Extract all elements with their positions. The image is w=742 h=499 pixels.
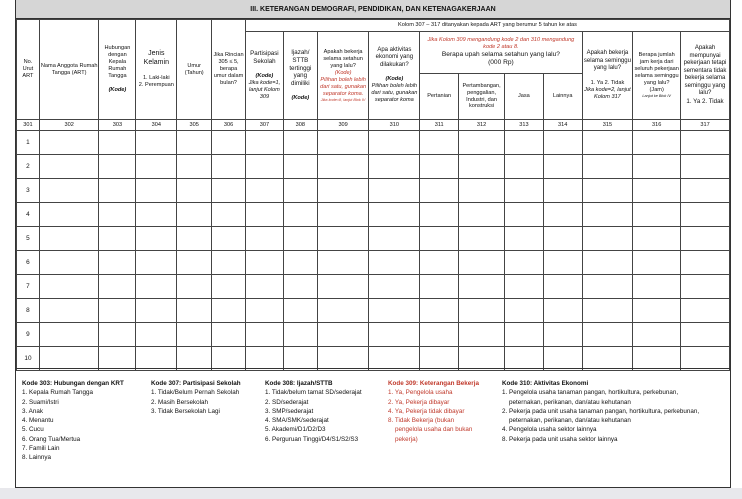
entry-cell-317[interactable] [681,347,730,371]
entry-cell-307[interactable] [245,323,283,347]
row-number: 4 [17,203,40,227]
entry-cell-307[interactable] [245,347,283,371]
header-309: Apakah bekerja selama setahun yang lalu? (Kode) Pilihan boleh lebih dari satu, gunakan separator koma. Jika kode=8, lanjut Blok IV [317,32,369,120]
header-315: Apakah bekerja selama seminggu yang lalu? 1. Ya 2. Tidak Jika kode=2, lanjut Kolom 317 [582,32,633,120]
entry-cell-311[interactable] [420,251,459,275]
header-311: Pertanian [420,74,459,120]
entry-cell-307[interactable] [245,131,283,155]
legend-item: peternakan, perikanan, dan/atau kehutanan [509,417,631,425]
entry-cell-313[interactable] [505,323,544,347]
entry-cell-311[interactable] [420,227,459,251]
entry-cell-304[interactable] [136,251,177,275]
entry-cell-303[interactable] [99,275,136,299]
table-row [17,323,730,347]
entry-cell-305[interactable] [177,275,212,299]
entry-cell-312[interactable] [459,299,505,323]
entry-cell-302[interactable] [39,275,99,299]
table-row [17,227,730,251]
entry-cell-305[interactable] [177,155,212,179]
table-row [17,347,730,371]
legend-item: 5. Akademi/D1/D2/D3 [265,426,326,434]
entry-cell-313[interactable] [505,155,544,179]
entry-cell-307[interactable] [245,251,283,275]
legend-item: 2. SD/sederajat [265,398,309,406]
entry-cell-307[interactable] [245,179,283,203]
legend-item: 1. Tidak/Belum Pernah Sekolah [151,389,240,397]
entry-cell-316[interactable] [633,323,681,347]
entry-cell-309[interactable] [317,275,369,299]
entry-cell-302[interactable] [39,299,99,323]
column-number: 304 [136,120,177,131]
entry-cell-310[interactable] [369,179,420,203]
header-313: Jasa [505,74,544,120]
entry-cell-317[interactable] [681,323,730,347]
entry-cell-312[interactable] [459,275,505,299]
legend-item: 4. SMA/SMK/sederajat [265,417,329,425]
header-305: Umur (Tahun) [177,20,212,120]
entry-cell-308[interactable] [283,323,317,347]
entry-cell-309[interactable] [317,131,369,155]
row-number: 1 [17,131,40,155]
entry-cell-316[interactable] [633,155,681,179]
entry-cell-305[interactable] [177,347,212,371]
entry-cell-315[interactable] [582,179,633,203]
entry-cell-314[interactable] [543,251,582,275]
entry-cell-315[interactable] [582,299,633,323]
entry-cell-303[interactable] [99,299,136,323]
legend-item: pekerja) [395,435,418,443]
entry-cell-305[interactable] [177,131,212,155]
legend-item: 8. Tidak Bekerja (bukan [388,417,455,425]
entry-cell-303[interactable] [99,131,136,155]
entry-cell-308[interactable] [283,299,317,323]
entry-cell-308[interactable] [283,131,317,155]
entry-cell-311[interactable] [420,347,459,371]
entry-cell-308[interactable] [283,155,317,179]
entry-cell-304[interactable] [136,323,177,347]
row-number: 7 [17,275,40,299]
entry-cell-303[interactable] [99,227,136,251]
legend-item: 8. Lainnya [22,454,52,462]
entry-cell-311[interactable] [420,299,459,323]
legend-item: 7. Famili Lain [22,445,60,453]
entry-cell-309[interactable] [317,251,369,275]
legend-item: 3. SMP/sederajat [265,407,314,415]
entry-cell-306[interactable] [212,203,246,227]
entry-cell-306[interactable] [212,131,246,155]
entry-cell-314[interactable] [543,227,582,251]
legend-item: 1. Ya, Pengelola usaha [388,389,453,397]
entry-cell-313[interactable] [505,203,544,227]
entry-cell-317[interactable] [681,275,730,299]
column-number: 315 [582,120,633,131]
bottom-strip [0,488,742,499]
legend-item: 2. Pekerja pada unit usaha tanaman pangan, hortikultura, perkebunan, [502,407,700,415]
entry-cell-308[interactable] [283,275,317,299]
entry-cell-309[interactable] [317,203,369,227]
entry-cell-307[interactable] [245,203,283,227]
entry-cell-317[interactable] [681,155,730,179]
entry-cell-314[interactable] [543,275,582,299]
legend-title: Kode 310: Aktivitas Ekonomi [502,380,589,387]
entry-cell-313[interactable] [505,227,544,251]
entry-cell-304[interactable] [136,155,177,179]
kolom-note: Kolom 307 – 317 ditanyakan kepada ART yang berumur 5 tahun ke atas [245,20,729,32]
entry-cell-311[interactable] [420,323,459,347]
legend-item: 3. Tidak Bersekolah Lagi [151,407,220,415]
entry-cell-317[interactable] [681,251,730,275]
entry-cell-302[interactable] [39,131,99,155]
entry-cell-304[interactable] [136,299,177,323]
entry-cell-305[interactable] [177,179,212,203]
entry-cell-303[interactable] [99,203,136,227]
entry-cell-313[interactable] [505,251,544,275]
entry-cell-312[interactable] [459,251,505,275]
entry-cell-311[interactable] [420,179,459,203]
entry-cell-305[interactable] [177,251,212,275]
entry-cell-308[interactable] [283,179,317,203]
entry-cell-315[interactable] [582,227,633,251]
legend-item: peternakan, perikanan, dan/atau kehutanan [509,398,631,406]
entry-cell-303[interactable] [99,155,136,179]
table-row [17,275,730,299]
legend-kode-303 [22,379,124,463]
entry-cell-307[interactable] [245,227,283,251]
entry-cell-311[interactable] [420,155,459,179]
entry-cell-304[interactable] [136,347,177,371]
header-303: Hubungan dengan Kepala Rumah Tangga (Kode) [99,20,136,120]
column-number: 314 [543,120,582,131]
entry-cell-314[interactable] [543,299,582,323]
column-number: 313 [505,120,544,131]
entry-cell-309[interactable] [317,155,369,179]
legend-item: 6. Orang Tua/Mertua [22,435,81,443]
entry-cell-316[interactable] [633,347,681,371]
entry-cell-313[interactable] [505,299,544,323]
entry-cell-317[interactable] [681,131,730,155]
entry-cell-303[interactable] [99,251,136,275]
entry-cell-306[interactable] [212,155,246,179]
entry-cell-306[interactable] [212,227,246,251]
entry-cell-317[interactable] [681,299,730,323]
header-307: Partisipasi Sekolah (Kode) Jika kode=1, lanjut Kolom 309 [245,32,283,120]
legend-item: 1. Pengelola usaha tanaman pangan, hortikultura, perkebunan, [502,389,679,397]
table-row [17,131,730,155]
legend-section [16,368,730,488]
entry-cell-316[interactable] [633,179,681,203]
column-number: 316 [633,120,681,131]
legend-kode-309 [388,379,479,444]
entry-cell-302[interactable] [39,179,99,203]
entry-cell-305[interactable] [177,323,212,347]
column-number: 307 [245,120,283,131]
row-number: 8 [17,299,40,323]
table-row [17,203,730,227]
entry-cell-304[interactable] [136,275,177,299]
entry-cell-312[interactable] [459,227,505,251]
row-number: 6 [17,251,40,275]
entry-cell-314[interactable] [543,347,582,371]
legend-title: Kode 308: Ijazah/STTB [265,380,333,387]
entry-cell-315[interactable] [582,323,633,347]
entry-cell-311[interactable] [420,275,459,299]
entry-cell-315[interactable] [582,203,633,227]
column-number: 309 [317,120,369,131]
entry-cell-303[interactable] [99,179,136,203]
entry-cell-310[interactable] [369,155,420,179]
row-number: 5 [17,227,40,251]
entry-cell-307[interactable] [245,299,283,323]
entry-cell-305[interactable] [177,227,212,251]
legend-item: 2. Masih Bersekolah [151,398,209,406]
form-grid [16,19,730,371]
legend-item: 6. Perguruan Tinggi/D4/S1/S2/S3 [265,435,359,443]
legend-item: 4. Pengelola usaha sektor lainnya [502,426,597,434]
entry-cell-316[interactable] [633,203,681,227]
entry-cell-317[interactable] [681,227,730,251]
entry-cell-317[interactable] [681,203,730,227]
entry-cell-304[interactable] [136,179,177,203]
entry-cell-312[interactable] [459,323,505,347]
row-number: 10 [17,347,40,371]
legend-item: 2. Ya, Pekerja dibayar [388,398,450,406]
entry-cell-310[interactable] [369,131,420,155]
row-number: 9 [17,323,40,347]
legend-title: Kode 307: Partisipasi Sekolah [151,380,241,387]
entry-cell-306[interactable] [212,179,246,203]
entry-cell-302[interactable] [39,155,99,179]
header-310: Apa aktivitas ekonomi yang dilakukan? (Kode) Pilihan boleh lebih dari satu, gunakan separator koma [369,32,420,120]
table-row [17,299,730,323]
header-304: Jenis Kelamin 1. Laki-laki 2. Perempuan [136,20,177,120]
entry-cell-304[interactable] [136,131,177,155]
entry-cell-312[interactable] [459,131,505,155]
header-314: Lainnya [543,74,582,120]
legend-item: 4. Menantu [22,417,54,425]
data-rows [17,131,730,371]
section-title: III. KETERANGAN DEMOGRAFI, PENDIDIKAN, DAN KETENAGAKERJAAN [16,0,730,19]
entry-cell-310[interactable] [369,227,420,251]
table-row [17,251,730,275]
entry-cell-317[interactable] [681,179,730,203]
entry-cell-306[interactable] [212,347,246,371]
entry-cell-315[interactable] [582,131,633,155]
entry-cell-310[interactable] [369,299,420,323]
entry-cell-308[interactable] [283,203,317,227]
column-number: 305 [177,120,212,131]
entry-cell-303[interactable] [99,323,136,347]
column-number: 310 [369,120,420,131]
entry-cell-307[interactable] [245,275,283,299]
header-308: Ijazah/ STTB tertinggi yang dimiliki (Kode) [283,32,317,120]
entry-cell-313[interactable] [505,275,544,299]
entry-cell-312[interactable] [459,347,505,371]
column-number-row [17,120,730,131]
entry-cell-309[interactable] [317,323,369,347]
legend-title: Kode 303: Hubungan dengan KRT [22,380,124,387]
entry-cell-316[interactable] [633,227,681,251]
entry-cell-310[interactable] [369,323,420,347]
legend-kode-307 [151,379,241,416]
legend-kode-308 [265,379,362,444]
header-317: Apakah mempunyai pekerjaan tetapi sementara tidak bekerja selama seminggu yang lalu? 1. Ya 2. Tidak [681,32,730,120]
entry-cell-308[interactable] [283,227,317,251]
row-number: 3 [17,179,40,203]
legend-kode-310 [502,379,699,444]
row-number: 2 [17,155,40,179]
entry-cell-312[interactable] [459,155,505,179]
legend-item: 3. Anak [22,407,44,415]
entry-cell-315[interactable] [582,155,633,179]
legend-title: Kode 309: Keterangan Bekerja [388,380,479,387]
demographics-table [16,19,730,371]
entry-cell-306[interactable] [212,299,246,323]
column-number: 312 [459,120,505,131]
entry-cell-311[interactable] [420,131,459,155]
table-row [17,179,730,203]
entry-cell-302[interactable] [39,227,99,251]
table-row [17,155,730,179]
column-number: 303 [99,120,136,131]
header-302: Nama Anggota Rumah Tangga (ART) [39,20,99,120]
entry-cell-315[interactable] [582,347,633,371]
entry-cell-316[interactable] [633,299,681,323]
entry-cell-315[interactable] [582,275,633,299]
entry-cell-314[interactable] [543,323,582,347]
legend-item: pengelola usaha dan bukan [395,426,473,434]
entry-cell-309[interactable] [317,347,369,371]
entry-cell-315[interactable] [582,251,633,275]
header-306: Jika Rincian 305 ≤ 5, berapa umur dalam bulan? [212,20,246,120]
entry-cell-303[interactable] [99,347,136,371]
header-311-314-group: Jika Kolom 309 mengandung kode 2 dan 310 mengandung kode 2 atau 8. Berapa upah selama setahun yang lalu? (000 Rp) [420,32,582,74]
entry-cell-316[interactable] [633,251,681,275]
header-312: Pertambangan, penggalian, Industri, dan konstruksi [459,74,505,120]
entry-cell-306[interactable] [212,323,246,347]
entry-cell-305[interactable] [177,203,212,227]
entry-cell-309[interactable] [317,227,369,251]
entry-cell-309[interactable] [317,179,369,203]
entry-cell-316[interactable] [633,275,681,299]
legend-item: 2. Suami/Istri [22,398,59,406]
entry-cell-302[interactable] [39,251,99,275]
entry-cell-310[interactable] [369,251,420,275]
column-number: 311 [420,120,459,131]
column-number: 301 [17,120,40,131]
legend-item: 4. Ya, Pekerja tidak dibayar [388,407,465,415]
legend-item: 8. Pekerja pada unit usaha sektor lainnya [502,435,618,443]
entry-cell-316[interactable] [633,131,681,155]
entry-cell-310[interactable] [369,347,420,371]
header-301: No. Urut ART [17,20,40,120]
entry-cell-312[interactable] [459,203,505,227]
entry-cell-314[interactable] [543,155,582,179]
column-number: 306 [212,120,246,131]
column-number: 302 [39,120,99,131]
column-number: 317 [681,120,730,131]
entry-cell-305[interactable] [177,299,212,323]
entry-cell-313[interactable] [505,131,544,155]
entry-cell-302[interactable] [39,203,99,227]
entry-cell-302[interactable] [39,347,99,371]
entry-cell-309[interactable] [317,299,369,323]
legend-item: 5. Cucu [22,426,44,434]
legend-item: 1. Kepala Rumah Tangga [22,389,93,397]
entry-cell-310[interactable] [369,275,420,299]
column-number: 308 [283,120,317,131]
legend-item: 1. Tidak/belum tamat SD/sederajat [265,389,362,397]
entry-cell-314[interactable] [543,131,582,155]
entry-cell-306[interactable] [212,275,246,299]
entry-cell-314[interactable] [543,179,582,203]
entry-cell-304[interactable] [136,227,177,251]
entry-cell-304[interactable] [136,203,177,227]
entry-cell-312[interactable] [459,179,505,203]
entry-cell-302[interactable] [39,323,99,347]
entry-cell-308[interactable] [283,347,317,371]
entry-cell-307[interactable] [245,155,283,179]
entry-cell-311[interactable] [420,203,459,227]
entry-cell-306[interactable] [212,251,246,275]
header-316: Berapa jumlah jam kerja dari seluruh pekerjaan selama seminggu yang lalu? (Jam) Lanjut ke Blok IV [633,32,681,120]
form-sheet [15,0,731,488]
entry-cell-313[interactable] [505,347,544,371]
entry-cell-313[interactable] [505,179,544,203]
entry-cell-314[interactable] [543,203,582,227]
entry-cell-308[interactable] [283,251,317,275]
entry-cell-310[interactable] [369,203,420,227]
